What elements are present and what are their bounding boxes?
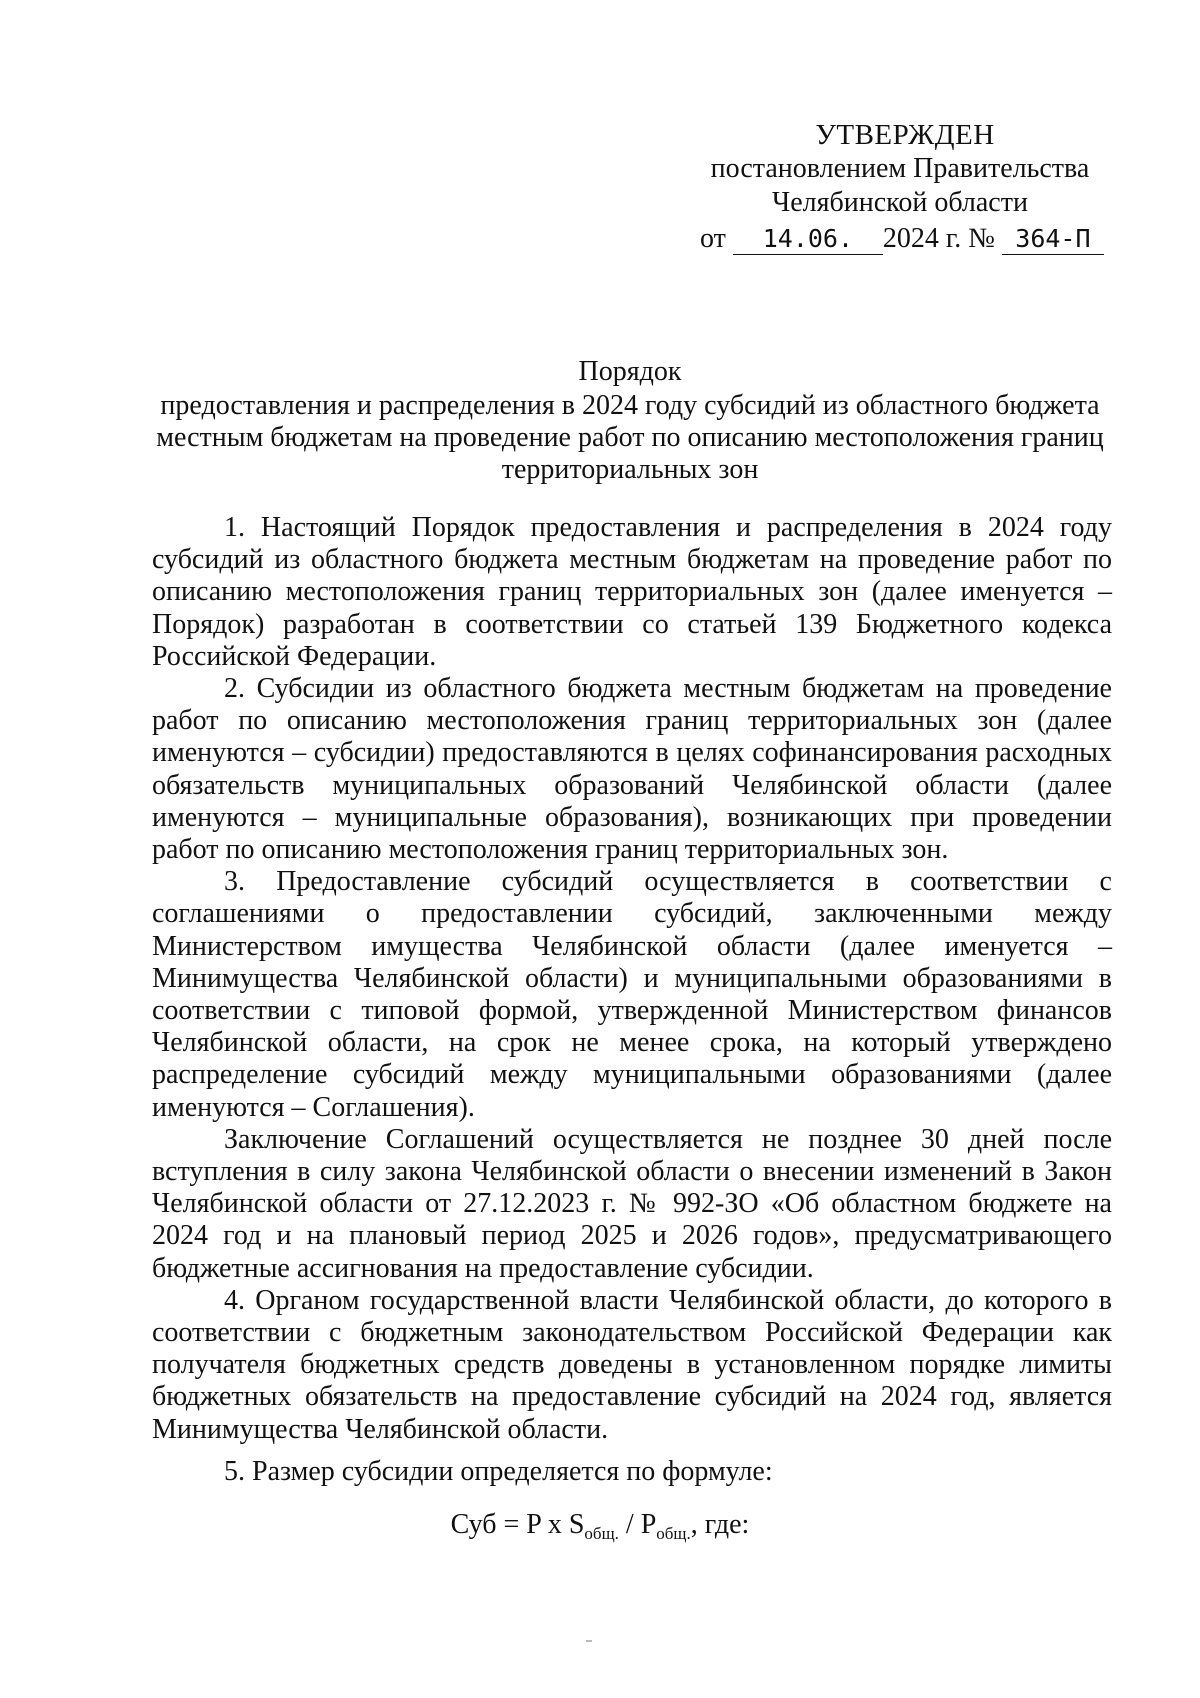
approval-date-line (700, 222, 1104, 256)
approval-date: 14.06. (733, 224, 883, 255)
date-prefix: от (700, 223, 726, 254)
formula-lhs: Суб = P x S (450, 1509, 585, 1540)
approval-stamp (690, 118, 1110, 220)
paragraph-4: 4. Органом государственной власти Челябинской области, до которого в соответствии с бюджетным законодательством Российской Федерации как получателя бюджетных средств доведены в установленном порядке лимиты бюджетных обязательств на предоставление субсидий на 2024 год, является Минимущества Челябинской области. (152, 1284, 1112, 1445)
scan-artifact (586, 1640, 592, 1642)
subsidy-formula (0, 1508, 1200, 1551)
formula-sub-total: общ. (656, 1524, 691, 1543)
formula-tail: , где: (690, 1509, 750, 1540)
approval-year: 2024 г. № (882, 223, 995, 254)
paragraph-2: 2. Субсидии из областного бюджета местным бюджетам на проведение работ по описанию местоположения границ территориальных зон (далее именуются – субсидии) предоставляются в целях софинансирования расходных обязательств муниципальных образований Челябинской области (далее именуются – муниципальные образования), возникающих при проведении работ по описанию местоположения границ территориальных зон. (152, 673, 1112, 866)
paragraph-3: 3. Предоставление субсидий осуществляется в соответствии с соглашениями о предоставлении субсидий, заключенными между Министерством имущества Челябинской области (далее именуется – Минимущества Челябинской области) и муниципальными образованиями в соответствии с типовой формой, утвержденной Министерством финансов Челябинской области, на срок не менее срока, на который утверждено распределение субсидий между муниципальными образованиями (далее именуются – Соглашения). (152, 866, 1112, 1123)
approval-line-1: постановлением Правительства (710, 153, 1090, 184)
formula-sub-area: общ. (584, 1524, 619, 1543)
approval-number: 364-П (1002, 224, 1104, 255)
approval-line-2: Челябинской области (772, 187, 1028, 218)
document-body (152, 512, 1112, 1488)
document-title (150, 356, 1110, 486)
approval-heading: УТВЕРЖДЕН (815, 119, 995, 151)
paragraph-5: 5. Размер субсидии определяется по формуле: (224, 1455, 773, 1487)
paragraph-3-continued: Заключение Соглашений осуществляется не позднее 30 дней после вступления в силу закона Челябинской области о внесении изменений в Закон Челябинской области от 27.12.2023 г. № 992-ЗО «Об областном бюджете на 2024 год и на плановый период 2025 и 2026 годов», предусматривающего бюджетные ассигнования на предоставление субсидии. (152, 1123, 1112, 1284)
title-main: Порядок (578, 356, 682, 387)
title-subtitle: предоставления и распределения в 2024 году субсидий из областного бюджета местным бюджетам на проведение работ по описанию местоположения границ территориальных зон (156, 390, 1104, 485)
paragraph-1: 1. Настоящий Порядок предоставления и распределения в 2024 году субсидий из областного бюджета местным бюджетам на проведение работ по описанию местоположения границ территориальных зон (далее именуется – Порядок) разработан в соответствии со статьей 139 Бюджетного кодекса Российской Федерации. (152, 512, 1112, 672)
formula-mid: / P (618, 1509, 657, 1540)
